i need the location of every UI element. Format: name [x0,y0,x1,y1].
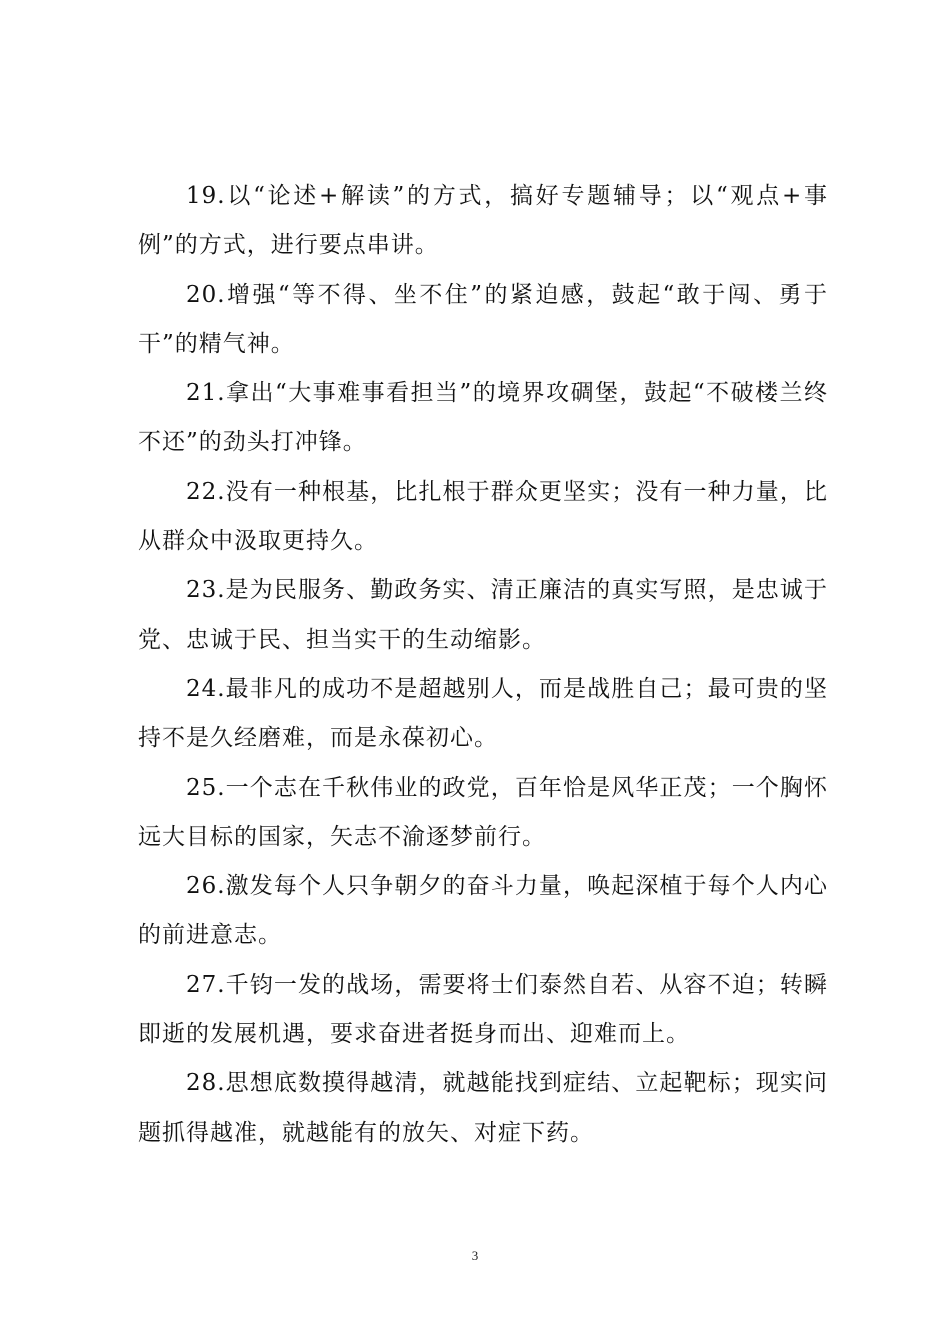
document-body [138,172,828,1158]
paragraph-26: 26.激发每个人只争朝夕的奋斗力量，唤起深植于每个人内心的前进意志。 [138,873,828,949]
page-number: 3 [471,1248,479,1263]
paragraph-23: 23.是为民服务、勤政务实、清正廉洁的真实写照，是忠诚于党、忠诚于民、担当实干的生动缩影。 [138,577,828,653]
paragraph-20: 20.增强“等不得、坐不住”的紧迫感，鼓起“敢于闯、勇于干”的精气神。 [138,281,828,357]
paragraph-21: 21.拿出“大事难事看担当”的境界攻碉堡，鼓起“不破楼兰终不还”的劲头打冲锋。 [138,380,828,456]
paragraph-25: 25.一个志在千秋伟业的政党，百年恰是风华正茂；一个胸怀远大目标的国家，矢志不渝逐梦前行。 [138,774,828,850]
paragraph-19: 19.以“论述+解读”的方式，搞好专题辅导；以“观点+事例”的方式，进行要点串讲。 [138,183,828,259]
paragraph-28: 28.思想底数摸得越清，就越能找到症结、立起靶标；现实问题抓得越准，就越能有的放矢、对症下药。 [138,1070,828,1146]
paragraph-27: 27.千钧一发的战场，需要将士们泰然自若、从容不迫；转瞬即逝的发展机遇，要求奋进者挺身而出、迎难而上。 [138,971,828,1048]
paragraph-24: 24.最非凡的成功不是超越别人，而是战胜自己；最可贵的坚持不是久经磨难，而是永葆初心。 [138,675,828,752]
paragraph-22: 22.没有一种根基，比扎根于群众更坚实；没有一种力量，比从群众中汲取更持久。 [138,478,828,555]
